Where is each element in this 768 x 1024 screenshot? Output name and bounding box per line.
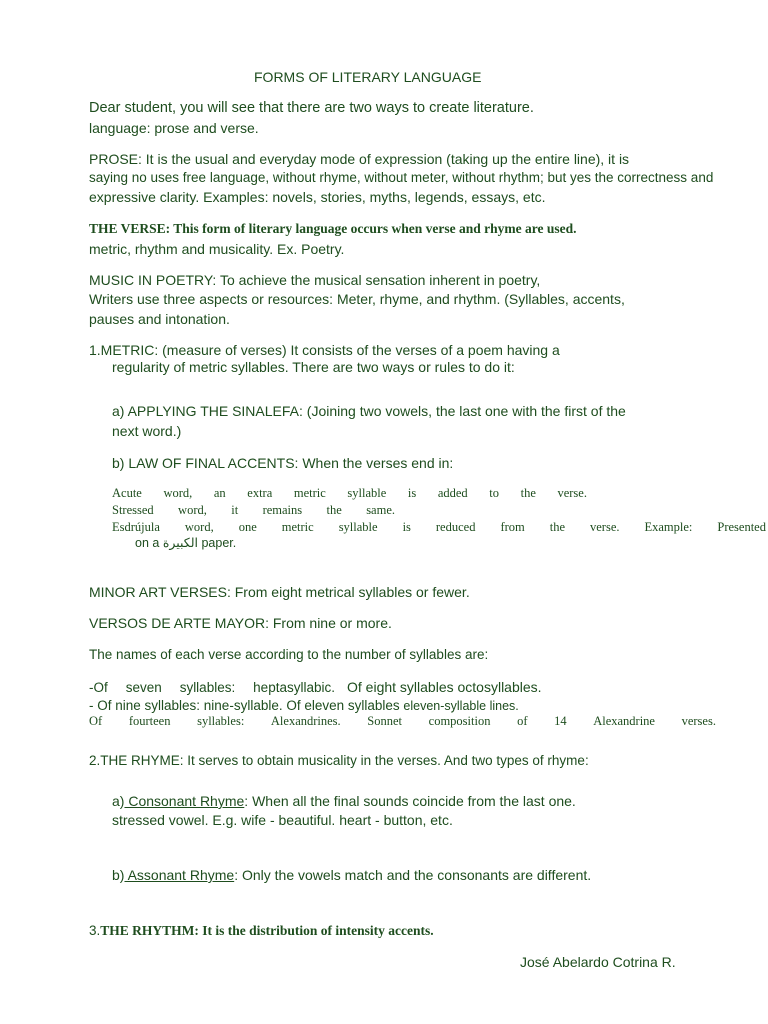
verse-line-2: metric, rhythm and musicality. Ex. Poetry. xyxy=(89,241,345,257)
fourteen-word: syllables: xyxy=(197,714,245,728)
document-title: FORMS OF LITERARY LANGUAGE xyxy=(254,69,482,85)
fourteen-word: 14 xyxy=(554,714,567,728)
eight-syllables: Of eight syllables octosyllables. xyxy=(347,679,542,695)
esdrujula-word: reduced xyxy=(435,520,476,534)
acute-word: Acute xyxy=(112,486,142,500)
esdrujula-word: the xyxy=(549,520,566,534)
consonant-prefix: a) xyxy=(112,793,125,809)
nine-eleven-text: - Of nine syllables: nine-syllable. Of eleven syllables xyxy=(89,698,404,713)
sinalefa-line-2: next word.) xyxy=(112,423,182,439)
acute-word: verse. xyxy=(557,486,587,500)
consonant-rhyme-line-2: stressed vowel. E.g. wife - beautiful. heart - button, etc. xyxy=(112,812,453,828)
consonant-rhyme-term: Consonant Rhyme xyxy=(124,793,245,809)
stressed-word: it xyxy=(231,503,239,517)
fourteen-word: composition xyxy=(428,714,491,728)
verse-line-1: THE VERSE: This form of literary language occurs when verse and rhyme are used. xyxy=(89,221,577,236)
rhythm-text: THE RHYTHM: It is the distribution of intensity accents. xyxy=(100,923,434,938)
fourteen-word: fourteen xyxy=(128,714,171,728)
intro-line-2: language: prose and verse. xyxy=(89,120,259,136)
intro-line-1: Dear student, you will see that there are two ways to create literature. xyxy=(89,100,534,116)
fourteen-word: Sonnet xyxy=(367,714,403,728)
music-line-3: pauses and intonation. xyxy=(89,311,230,327)
metric-line-1: 1.METRIC: (measure of verses) It consists of the verses of a poem having a xyxy=(89,342,560,358)
esdrujula-word: from xyxy=(500,520,525,534)
fourteen-word: verses. xyxy=(681,714,716,728)
esdrujula-word: syllable xyxy=(338,520,378,534)
stressed-rule xyxy=(112,504,395,517)
rhythm-number: 3. xyxy=(89,923,101,938)
esdrujula-word: Presented xyxy=(717,520,766,534)
seven-syllables xyxy=(89,681,335,695)
author-signature: José Abelardo Cotrina R. xyxy=(520,954,676,970)
stressed-word: remains xyxy=(262,503,303,517)
acute-word: word, xyxy=(163,486,193,500)
metric-line-2: regularity of metric syllables. There are two ways or rules to do it: xyxy=(112,359,515,375)
seven-word: -Of xyxy=(89,680,108,695)
esdrujula-word: one xyxy=(238,520,257,534)
stressed-word: the xyxy=(326,503,342,517)
prose-line-3: expressive clarity. Examples: novels, stories, myths, legends, essays, etc. xyxy=(89,189,546,205)
seven-word: seven xyxy=(125,680,162,695)
music-line-2: Writers use three aspects or resources: Meter, rhyme, and rhythm. (Syllables, accents, xyxy=(89,291,625,307)
esdrujula-continuation: on a الكبيرة paper. xyxy=(135,536,237,550)
minor-art-verses: MINOR ART VERSES: From eight metrical syllables or fewer. xyxy=(89,584,470,600)
fourteen-syllables xyxy=(89,715,716,728)
acute-word: metric xyxy=(293,486,326,500)
esdrujula-word: verse. xyxy=(590,520,620,534)
acute-rule xyxy=(112,487,587,500)
prose-line-1: PROSE: It is the usual and everyday mode of expression (taking up the entire line), it is xyxy=(89,151,630,167)
assonant-rhyme-text: : Only the vowels match and the consonants are different. xyxy=(234,867,592,883)
seven-word: syllables: xyxy=(179,680,236,695)
names-nine-eleven xyxy=(89,698,519,714)
assonant-rhyme-term: Assonant Rhyme xyxy=(124,867,235,883)
stressed-word: Stressed xyxy=(112,503,154,517)
esdrujula-word: Example: xyxy=(644,520,693,534)
stressed-word: same. xyxy=(366,503,395,517)
esdrujula-word: metric xyxy=(281,520,314,534)
rhythm-heading xyxy=(89,923,434,939)
acute-word: syllable xyxy=(347,486,387,500)
fourteen-word: Alexandrine xyxy=(593,714,655,728)
fourteen-word: of xyxy=(517,714,528,728)
music-line-1: MUSIC IN POETRY: To achieve the musical sensation inherent in poetry, xyxy=(89,272,541,288)
esdrujula-word: is xyxy=(402,520,411,534)
acute-word: added xyxy=(437,486,468,500)
sinalefa-line-1: a) APPLYING THE SINALEFA: (Joining two vowels, the last one with the first of the xyxy=(112,403,626,419)
consonant-rhyme xyxy=(112,794,576,808)
names-seven-eight xyxy=(89,680,549,695)
fourteen-word: Of xyxy=(89,714,103,728)
eleven-syllable-text: eleven-syllable lines. xyxy=(403,699,519,713)
final-accents-heading: b) LAW OF FINAL ACCENTS: When the verses end in: xyxy=(112,455,454,471)
esdrujula-word: word, xyxy=(184,520,214,534)
rhyme-heading: 2.THE RHYME: It serves to obtain musicality in the verses. And two types of rhyme: xyxy=(89,753,589,768)
acute-word: the xyxy=(520,486,536,500)
arte-mayor-verses: VERSOS DE ARTE MAYOR: From nine or more. xyxy=(89,615,392,631)
acute-word: is xyxy=(407,486,417,500)
esdrujula-word: Esdrújula xyxy=(112,520,160,534)
acute-word: an xyxy=(213,486,226,500)
seven-word: heptasyllabic. xyxy=(253,680,335,695)
assonant-rhyme xyxy=(112,868,591,882)
esdrujula-rule xyxy=(112,521,766,534)
acute-word: extra xyxy=(247,486,273,500)
acute-word: to xyxy=(489,486,499,500)
names-intro: The names of each verse according to the number of syllables are: xyxy=(89,647,489,662)
assonant-prefix: b) xyxy=(112,867,125,883)
consonant-rhyme-text: : When all the final sounds coincide from the last one. xyxy=(244,793,576,809)
prose-line-2: saying no uses free language, without rhyme, without meter, without rhythm; but yes the correctness and xyxy=(89,170,714,185)
fourteen-word: Alexandrines. xyxy=(270,714,341,728)
stressed-word: word, xyxy=(178,503,207,517)
